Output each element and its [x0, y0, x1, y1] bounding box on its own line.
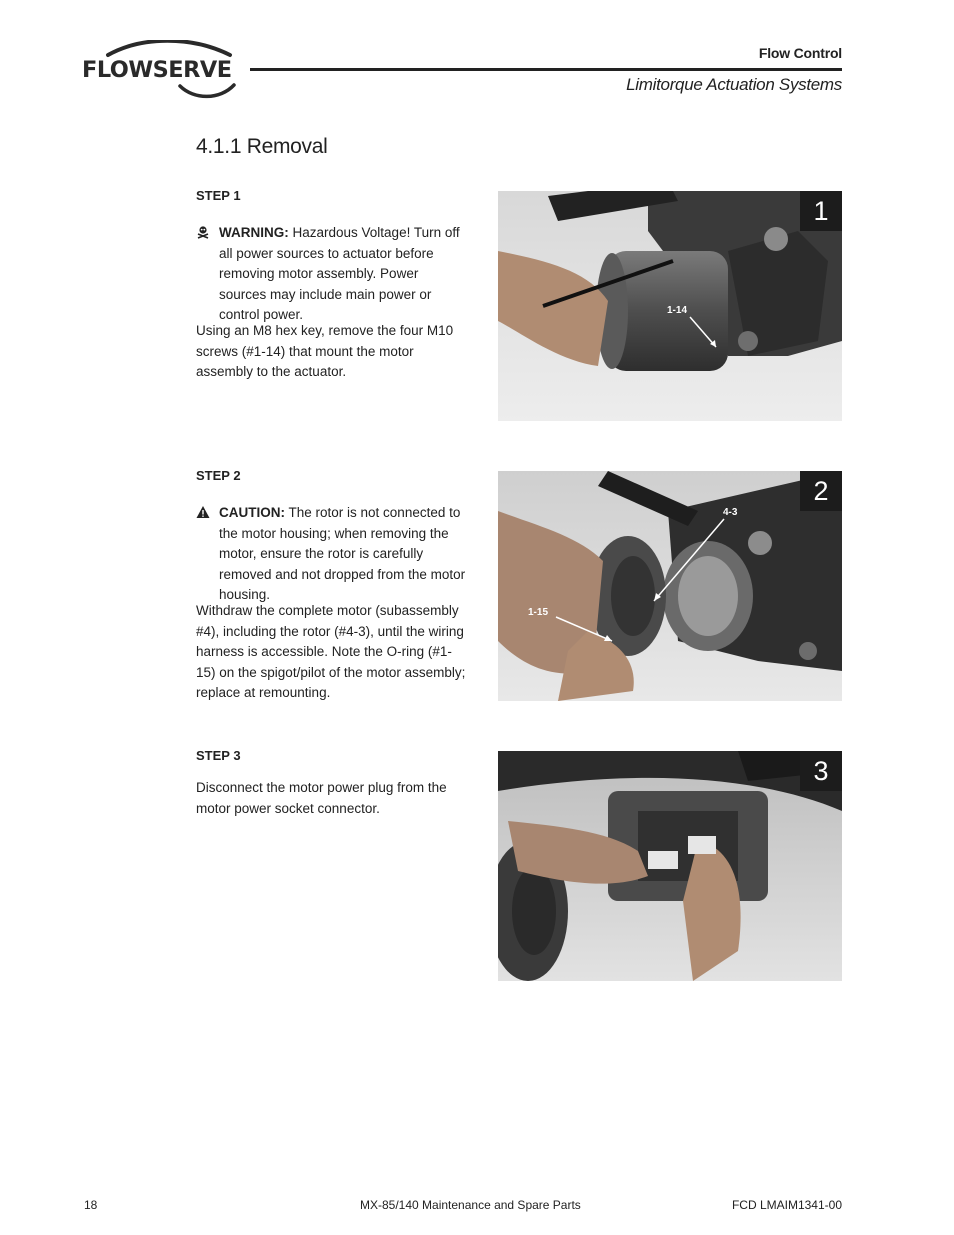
- callout-arrow-icon: [648, 517, 728, 607]
- warning-triangle-icon: [196, 505, 210, 519]
- section-title: 4.1.1 Removal: [196, 135, 328, 158]
- step-3-instructions: Disconnect the motor power plug from the motor power socket connector.: [196, 780, 447, 816]
- step-1-label: STEP 1: [196, 188, 241, 203]
- plug-disconnect-photo: [498, 751, 842, 981]
- photo-2-number: 2: [800, 471, 842, 511]
- step-3-label: STEP 3: [196, 748, 241, 763]
- footer-doc-title: MX-85/140 Maintenance and Spare Parts: [360, 1198, 581, 1212]
- step-2-instructions: Withdraw the complete motor (subassembly #4), including the rotor (#4-3), until the wiring harness is accessible. Note the O-ring (#1-15) on the spigot/pilot of the motor assembly; replace at remounting.: [196, 603, 466, 700]
- callout-1-15: 1-15: [528, 607, 549, 618]
- logo-wordmark: FLOWSERVE: [82, 58, 232, 83]
- footer-doc-code: FCD LMAIM1341-00: [731, 1198, 842, 1212]
- callout-4-3: 4-3: [723, 507, 738, 518]
- flowserve-logo: [82, 40, 242, 102]
- warning-text: Hazardous Voltage! Turn off all power sources to actuator before removing motor assembly. Power sources may include main power or control power.: [219, 225, 460, 322]
- caution-label: CAUTION:: [219, 505, 285, 520]
- callout-1-14: 1-14: [667, 305, 688, 316]
- skull-crossbones-icon: [196, 225, 210, 239]
- callout-arrow-icon: [688, 315, 728, 355]
- caution-text: The rotor is not connected to the motor housing; when removing the motor, ensure the rotor is carefully removed and not dropped from the motor housing.: [219, 505, 466, 602]
- step-2-label: STEP 2: [196, 468, 241, 483]
- photo-3-number: 3: [800, 751, 842, 791]
- warning-label: WARNING:: [219, 225, 289, 240]
- step-1-photo: [498, 191, 842, 421]
- callout-arrow-icon: [554, 615, 618, 645]
- header-subtitle: Limitorque Actuation Systems: [626, 75, 842, 94]
- step-3-photo: [498, 751, 842, 981]
- page-number: 18: [84, 1198, 98, 1212]
- step-1-warning: [196, 223, 468, 326]
- step-1-instructions: Using an M8 hex key, remove the four M10 screws (#1-14) that mount the motor assembly to the actuator.: [196, 323, 454, 379]
- step-2-photo: [498, 471, 842, 701]
- header-rule: [250, 68, 842, 71]
- photo-1-number: 1: [800, 191, 842, 231]
- header-category: Flow Control: [758, 45, 842, 61]
- step-2-caution: [196, 503, 468, 606]
